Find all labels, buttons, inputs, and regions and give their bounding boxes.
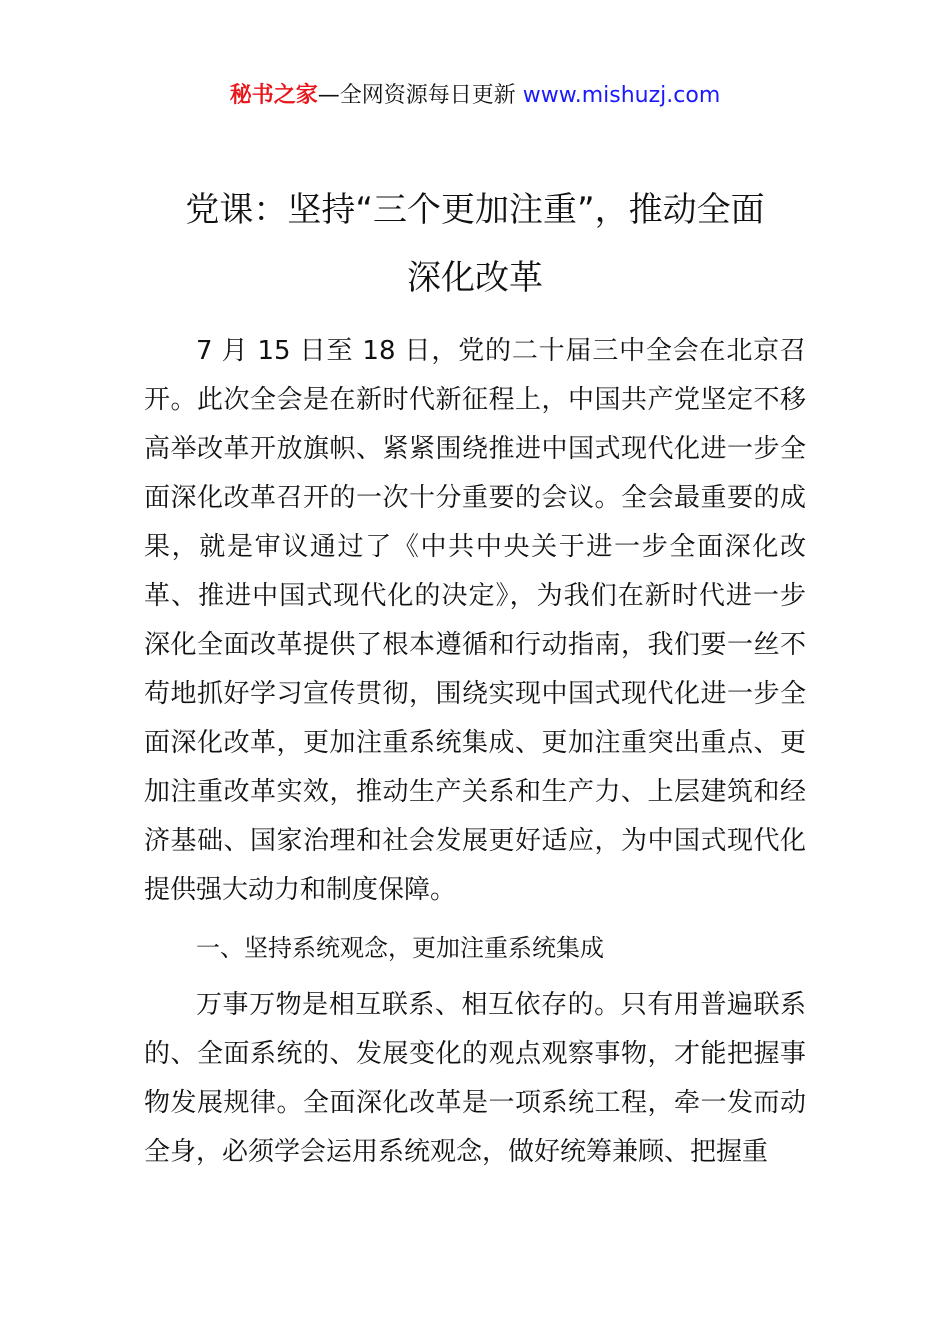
section-heading: 一、坚持系统观念，更加注重系统集成: [196, 934, 604, 962]
document-body: [144, 327, 806, 1177]
site-slogan: —全网资源每日更新: [317, 83, 523, 108]
body-paragraph: 万事万物是相互联系、相互依存的。只有用普遍联系的、全面系统的、发展变化的观点观察事物，才能把握事物发展规律。全面深化改革是一项系统工程，牵一发而动全身，必须学会运用系统观念，做好统筹兼顾、把握重: [144, 990, 806, 1167]
title-line-2: 深化改革: [407, 258, 543, 298]
site-url-link[interactable]: www.mishuzj.com: [522, 83, 721, 108]
site-header: [0, 80, 950, 112]
document-title: [0, 176, 950, 312]
title-line-1: 党课：坚持“三个更加注重”，推动全面: [185, 190, 765, 230]
body-paragraph: 7 月 15 日至 18 日，党的二十届三中全会在北京召开。此次全会是在新时代新征程上，中国共产党坚定不移高举改革开放旗帜、紧紧围绕推进中国式现代化进一步全面深化改革召开的一次十分重要的会议。全会最重要的成果，就是审议通过了《中共中央关于进一步全面深化改革、推进中国式现代化的决定》，为我们在新时代进一步深化全面改革提供了根本遵循和行动指南，我们要一丝不苟地抓好学习宣传贯彻，围绕实现中国式现代化进一步全面深化改革，更加注重系统集成、更加注重突出重点、更加注重改革实效，推动生产关系和生产力、上层建筑和经济基础、国家治理和社会发展更好适应，为中国式现代化提供强大动力和制度保障。: [144, 336, 806, 905]
site-brand: 秘书之家: [229, 83, 318, 108]
